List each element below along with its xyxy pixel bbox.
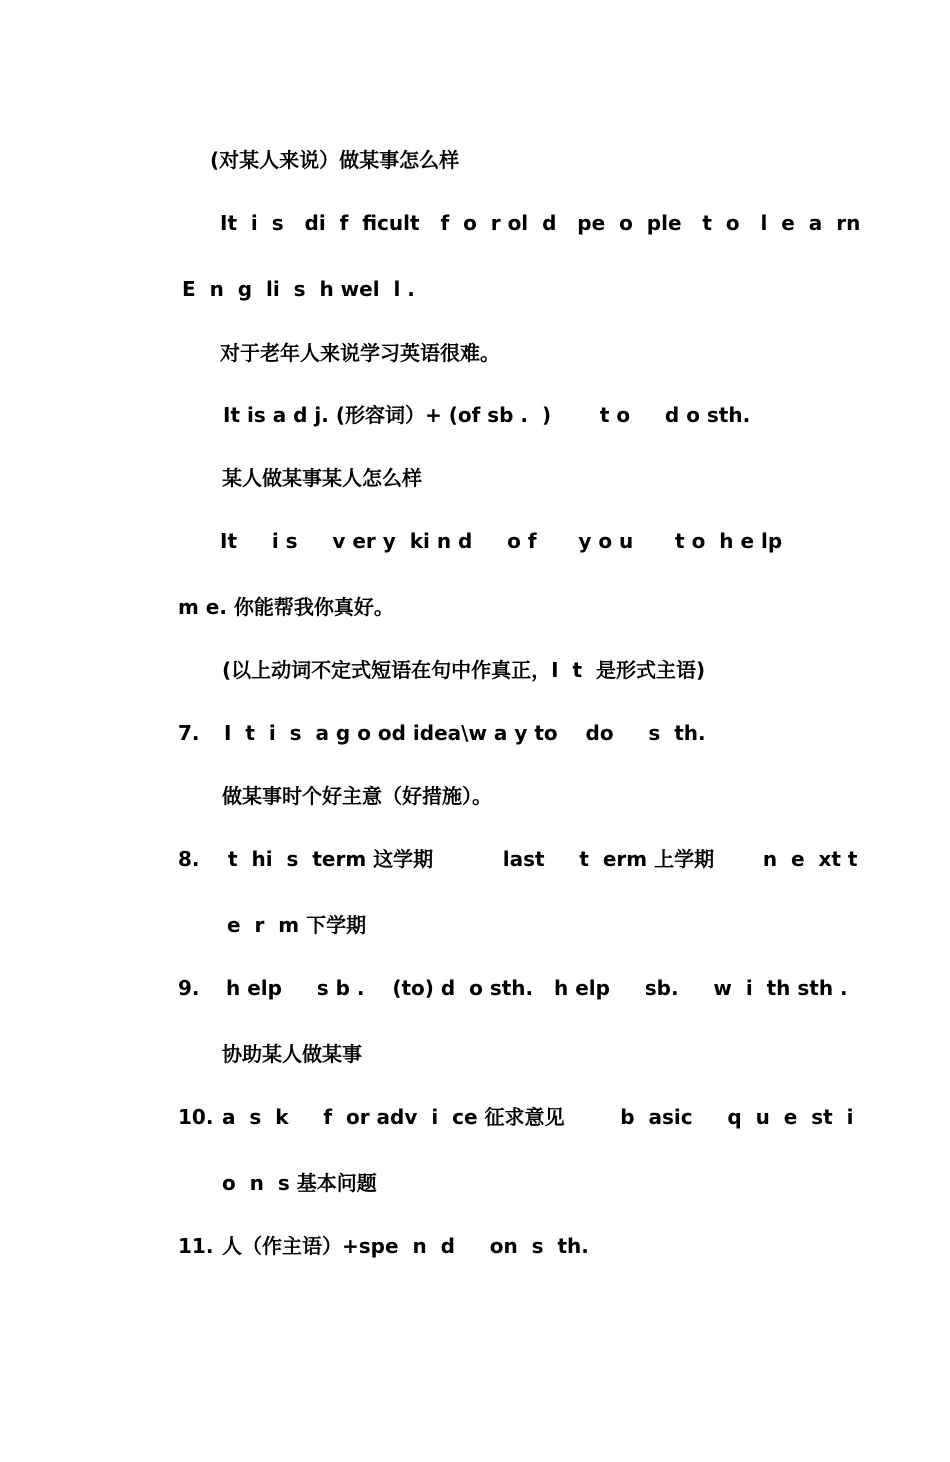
text-line: 对于老年人来说学习英语很难。 bbox=[220, 341, 500, 365]
text-line: (对某人来说）做某事怎么样 bbox=[210, 148, 460, 172]
list-number: 10. bbox=[178, 1105, 214, 1129]
text-line: It i s di f ficult f o r ol d pe o ple t o l e a rn bbox=[220, 211, 861, 235]
text-line: It is a d j. (形容词）+ (of sb . ) t o d o sth. bbox=[223, 403, 751, 427]
text-line: I t i s a g o od idea\w a y to do s th. bbox=[224, 721, 706, 745]
text-line: t hi s term 这学期 last t erm 上学期 n e xt t bbox=[228, 847, 858, 871]
text-line: It i s v er y ki n d o f y o u t o h e lp bbox=[220, 529, 783, 553]
list-number: 7. bbox=[178, 721, 200, 745]
text-line: a s k f or adv i ce 征求意见 b asic q u e st i bbox=[222, 1105, 854, 1129]
text-line: 人（作主语）+spe n d on s th. bbox=[222, 1234, 589, 1258]
list-number: 11. bbox=[178, 1234, 214, 1258]
list-number: 8. bbox=[178, 847, 200, 871]
list-number: 9. bbox=[178, 976, 200, 1000]
text-line: 做某事时个好主意（好措施）。 bbox=[222, 784, 492, 808]
text-line: 协助某人做某事 bbox=[222, 1042, 362, 1066]
text-line: (以上动词不定式短语在句中作真正，I t 是形式主语) bbox=[222, 658, 706, 682]
text-line: h elp s b . (to) d o sth. h elp sb. w i th sth . bbox=[226, 976, 848, 1000]
text-line: m e. 你能帮我你真好。 bbox=[178, 595, 394, 619]
text-line: 某人做某事某人怎么样 bbox=[222, 466, 422, 490]
text-line: o n s 基本问题 bbox=[222, 1171, 377, 1195]
text-line: e r m 下学期 bbox=[227, 913, 367, 937]
text-line: E n g li s h wel l . bbox=[182, 277, 415, 301]
